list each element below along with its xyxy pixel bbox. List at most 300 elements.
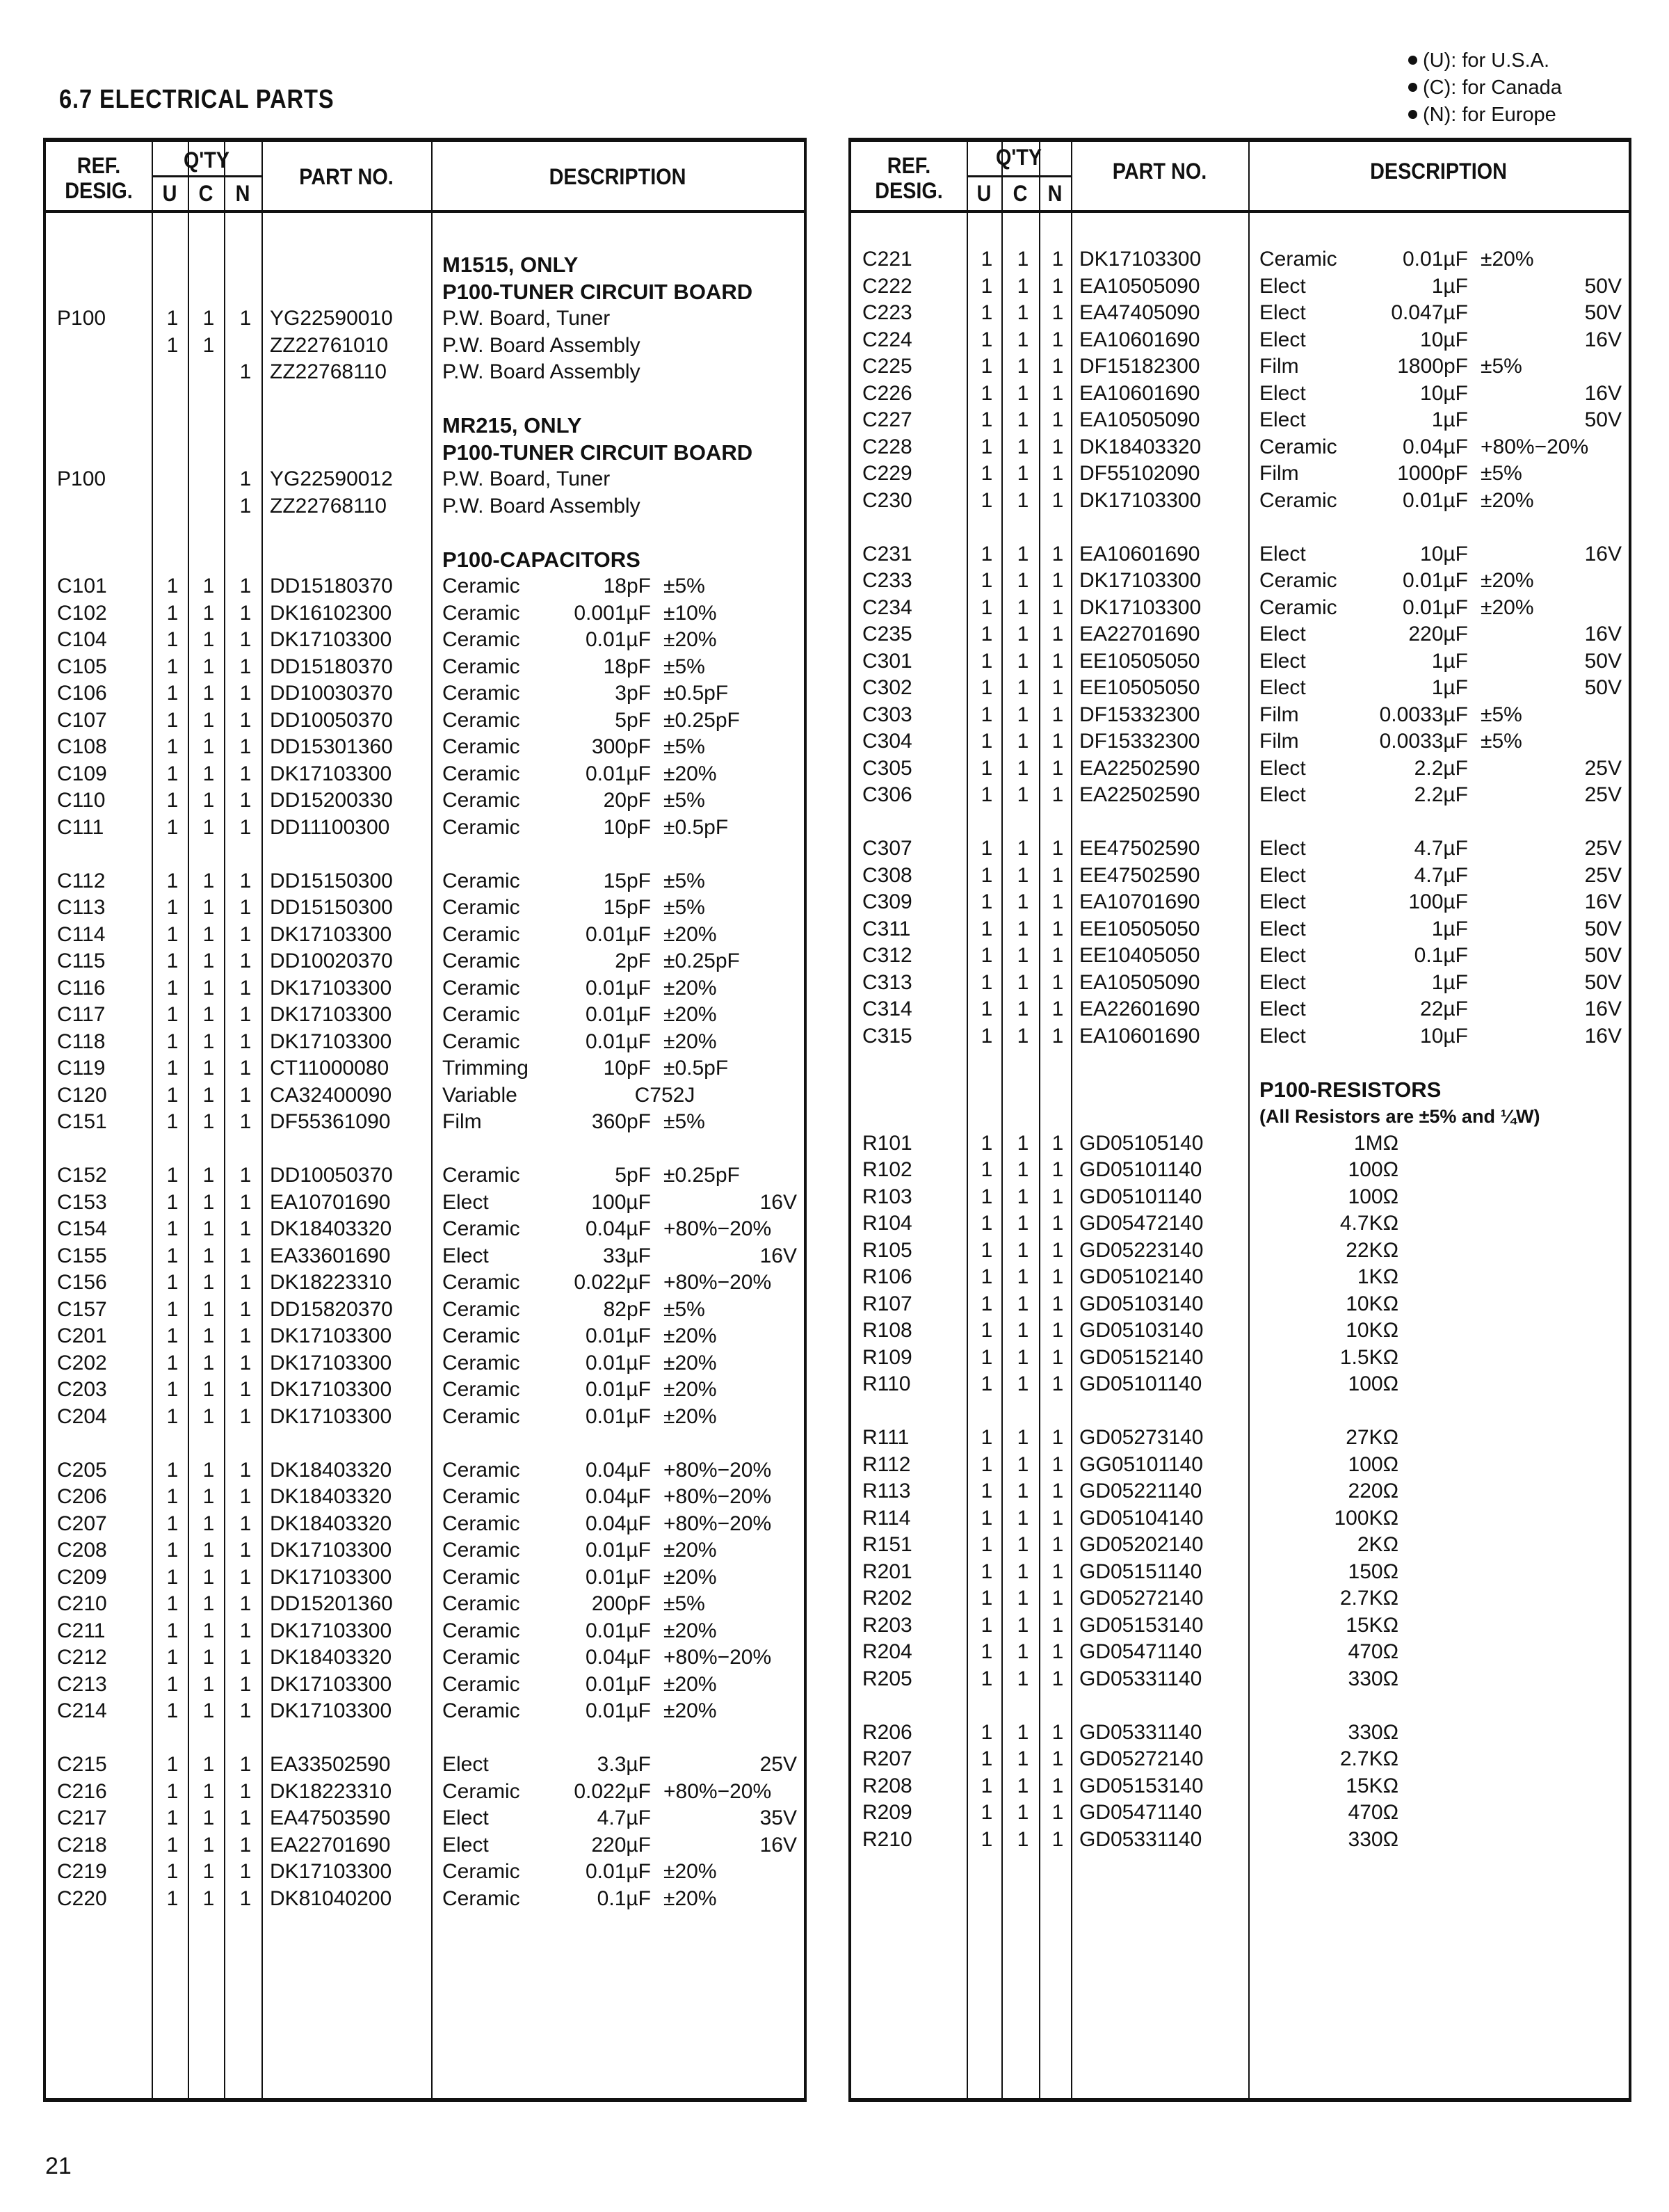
part-number: GD05331140 [1079, 1720, 1202, 1744]
qty-c: 1 [1017, 917, 1029, 940]
ref-desig: C117 [57, 1003, 106, 1026]
resistance-value: 1MΩ [1353, 1131, 1398, 1155]
description: P.W. Board Assembly [442, 333, 640, 357]
qty-n: 1 [1051, 649, 1064, 673]
component-tolerance: ±5% [1481, 462, 1522, 485]
part-number: DD15150300 [270, 869, 393, 892]
table-row [851, 1532, 1629, 1558]
table-row [851, 1317, 1629, 1344]
bullet-icon [1408, 83, 1417, 92]
qty-n: 1 [239, 1646, 252, 1669]
qty-n: 1 [1051, 1292, 1064, 1315]
component-voltage: 16V [759, 1244, 797, 1267]
section-heading-text: MR215, ONLY [442, 413, 582, 438]
header-part-no: PART NO. [299, 164, 394, 189]
ref-desig: C151 [57, 1110, 107, 1133]
component-type: Elect [1259, 1024, 1306, 1048]
qty-u: 1 [166, 1565, 179, 1589]
table-row [46, 1189, 804, 1216]
part-number: DK17103300 [1079, 569, 1202, 592]
qty-n: 1 [1051, 1533, 1064, 1556]
parts-table-right [848, 138, 1631, 2102]
ref-desig: R108 [862, 1319, 912, 1342]
page-title: 6.7 ELECTRICAL PARTS [59, 85, 334, 114]
table-row [851, 889, 1629, 915]
qty-c: 1 [1017, 837, 1029, 860]
qty-c: 1 [1017, 248, 1029, 271]
qty-u: 1 [981, 623, 993, 646]
ref-desig: C228 [862, 435, 912, 458]
table-row [851, 1639, 1629, 1665]
part-number: GD05103140 [1079, 1319, 1204, 1342]
part-number: DK17103300 [270, 1003, 392, 1026]
qty-c: 1 [202, 1190, 215, 1214]
component-value: 0.01µF [586, 1699, 651, 1722]
section-heading [46, 279, 804, 305]
ref-desig: C211 [57, 1619, 106, 1642]
resistance-value: 22KΩ [1346, 1238, 1398, 1262]
qty-u: 1 [981, 1587, 993, 1610]
qty-n: 1 [1051, 730, 1064, 753]
component-value: 0.01µF [1403, 248, 1468, 271]
component-type: Film [1259, 355, 1299, 378]
ref-desig: C114 [57, 922, 106, 946]
qty-n: 1 [1051, 1640, 1064, 1663]
part-number: GD05331140 [1079, 1667, 1202, 1690]
resistance-value: 15KΩ [1346, 1613, 1398, 1637]
part-number: DD15180370 [270, 655, 393, 678]
component-type: Ceramic [442, 708, 520, 732]
table-row [46, 1162, 804, 1189]
component-voltage: 25V [1584, 756, 1622, 780]
section-heading [46, 547, 804, 573]
component-value: 10µF [1420, 328, 1468, 351]
part-number: ZZ22768110 [270, 494, 387, 518]
ref-desig: R208 [862, 1774, 912, 1797]
part-number: DK17103300 [1079, 248, 1202, 271]
description: P.W. Board, Tuner [442, 307, 611, 330]
qty-n: 1 [1051, 1319, 1064, 1342]
part-number: DF15182300 [1079, 355, 1200, 378]
table-row [851, 863, 1629, 889]
qty-c: 1 [1017, 1372, 1029, 1395]
qty-c: 1 [202, 601, 215, 625]
header-ref-desig: REF. DESIG. [875, 153, 943, 203]
qty-n: 1 [1051, 756, 1064, 780]
ref-desig: R101 [862, 1131, 912, 1155]
qty-n: 1 [239, 1110, 252, 1133]
component-voltage: 16V [1584, 328, 1622, 351]
ref-desig: C156 [57, 1271, 107, 1294]
qty-n: 1 [239, 1833, 252, 1857]
part-number: DK17103300 [270, 1565, 392, 1589]
part-number: EE10505050 [1079, 917, 1200, 940]
qty-n: 1 [1051, 1212, 1064, 1235]
table-row [851, 728, 1629, 755]
qty-u: 1 [166, 1190, 179, 1214]
qty-u: 1 [166, 1619, 179, 1642]
component-value: 10µF [1420, 1024, 1468, 1048]
component-value: 18pF [603, 655, 651, 678]
component-type: Ceramic [442, 976, 520, 1000]
qty-u: 1 [981, 890, 993, 913]
qty-n: 1 [1051, 890, 1064, 913]
table-row [851, 568, 1629, 594]
qty-header-divider [967, 175, 1071, 177]
component-type: Elect [1259, 408, 1306, 431]
part-number: GD05102140 [1079, 1265, 1204, 1288]
header-description: DESCRIPTION [549, 164, 686, 189]
component-tolerance: ±5% [663, 789, 705, 812]
component-type: Variable [442, 1083, 517, 1107]
resistance-value: 100Ω [1348, 1372, 1398, 1395]
qty-c: 1 [1017, 435, 1029, 458]
qty-c: 1 [1017, 1774, 1029, 1797]
ref-desig: C225 [862, 355, 912, 378]
qty-u: 1 [981, 1345, 993, 1369]
table-row [851, 1371, 1629, 1397]
component-type: Elect [1259, 944, 1306, 967]
component-value: 3pF [615, 682, 651, 705]
qty-n: 1 [1051, 623, 1064, 646]
qty-u: 1 [166, 1003, 179, 1026]
component-type: Elect [1259, 917, 1306, 940]
part-number: DK17103300 [1079, 595, 1202, 619]
ref-desig: C222 [862, 274, 912, 298]
table-row [46, 1029, 804, 1055]
ref-desig: R113 [862, 1480, 911, 1502]
component-type: Elect [1259, 783, 1306, 806]
part-number: DK17103300 [270, 1860, 392, 1883]
qty-c: 1 [1017, 676, 1029, 699]
component-type: Ceramic [442, 1672, 520, 1696]
part-number: DF15332300 [1079, 703, 1200, 726]
qty-n: 1 [1051, 301, 1064, 324]
part-number: EA10601690 [1079, 542, 1200, 566]
component-type: Ceramic [442, 815, 520, 839]
qty-c: 1 [202, 575, 215, 598]
component-value: 0.01µF [586, 1565, 651, 1589]
component-type: Ceramic [442, 1003, 520, 1026]
component-value: 22µF [1420, 997, 1468, 1020]
ref-desig: R106 [862, 1265, 912, 1288]
qty-c: 1 [1017, 1480, 1029, 1502]
qty-n: 1 [1051, 1747, 1064, 1770]
component-type: Elect [442, 1833, 489, 1857]
qty-u: 1 [166, 949, 179, 972]
qty-c: 1 [1017, 1827, 1029, 1851]
qty-c: 1 [202, 1297, 215, 1321]
component-tolerance: ±20% [1481, 488, 1534, 512]
component-type: Elect [1259, 756, 1306, 780]
component-value: 0.0033µF [1379, 730, 1468, 753]
header-n: N [1047, 181, 1063, 206]
qty-c: 1 [202, 1458, 215, 1482]
table-row [851, 1345, 1629, 1371]
qty-u: 1 [166, 815, 179, 839]
part-number: DK17103300 [270, 1699, 392, 1722]
resistance-value: 10KΩ [1346, 1319, 1398, 1342]
component-value: 0.01µF [586, 976, 651, 1000]
component-value: 0.04µF [586, 1217, 651, 1240]
component-voltage: 50V [1584, 301, 1622, 324]
table-row [851, 1827, 1629, 1853]
component-value: 0.01µF [586, 1672, 651, 1696]
qty-c: 1 [202, 815, 215, 839]
part-number: EA47503590 [270, 1806, 391, 1829]
qty-n: 1 [1051, 408, 1064, 431]
ref-desig: C105 [57, 655, 107, 678]
ref-desig: C302 [862, 676, 912, 699]
component-tolerance: ±0.5pF [663, 815, 729, 839]
part-number: GD05101140 [1079, 1185, 1202, 1208]
part-number: DD15201360 [270, 1592, 393, 1615]
component-tolerance: +80%−20% [1481, 435, 1589, 458]
qty-u: 1 [166, 1083, 179, 1107]
component-type: Ceramic [442, 762, 520, 785]
component-type: Ceramic [442, 1860, 520, 1883]
qty-c: 1 [202, 1592, 215, 1615]
component-value: 15pF [603, 896, 651, 919]
qty-c: 1 [202, 1485, 215, 1508]
qty-n: 1 [1051, 1265, 1064, 1288]
ref-desig: P100 [57, 307, 106, 330]
component-type: Ceramic [442, 1324, 520, 1347]
table-row [46, 1805, 804, 1832]
qty-n: 1 [239, 1565, 252, 1589]
resistance-value: 330Ω [1348, 1667, 1398, 1690]
ref-desig: R102 [862, 1158, 912, 1181]
table-row [851, 1425, 1629, 1451]
part-number: EA22701690 [270, 1833, 391, 1857]
qty-n: 1 [1051, 248, 1064, 271]
part-number: EA10601690 [1079, 381, 1200, 405]
component-voltage: 25V [1584, 863, 1622, 887]
table-row [46, 1779, 804, 1805]
ref-desig: C229 [862, 462, 912, 485]
qty-c: 1 [202, 1404, 215, 1428]
qty-c: 1 [1017, 1292, 1029, 1315]
component-type: Ceramic [442, 1646, 520, 1669]
table-row [46, 1644, 804, 1671]
component-voltage: 16V [1584, 997, 1622, 1020]
component-type: Ceramic [1259, 435, 1337, 458]
ref-desig: C307 [862, 837, 912, 860]
qty-c: 1 [1017, 1265, 1029, 1288]
qty-c: 1 [1017, 1613, 1029, 1637]
component-tolerance: ±20% [663, 922, 717, 946]
table-row [851, 407, 1629, 433]
qty-u: 1 [166, 922, 179, 946]
qty-n: 1 [1051, 863, 1064, 887]
part-number: GG05101140 [1079, 1452, 1203, 1476]
qty-n: 1 [239, 1057, 252, 1080]
resistance-value: 2.7KΩ [1339, 1587, 1398, 1610]
ref-desig: C223 [862, 301, 912, 324]
qty-n: 1 [239, 1458, 252, 1482]
qty-n: 1 [1051, 1774, 1064, 1797]
qty-c: 1 [202, 762, 215, 785]
component-value: 0.01µF [586, 1539, 651, 1562]
qty-u: 1 [166, 762, 179, 785]
qty-c: 1 [1017, 756, 1029, 780]
part-number: EA10601690 [1079, 1024, 1200, 1048]
qty-c: 1 [1017, 542, 1029, 566]
component-type: Elect [1259, 623, 1306, 646]
component-tolerance: ±5% [663, 655, 705, 678]
qty-u: 1 [166, 708, 179, 732]
qty-c: 1 [1017, 1587, 1029, 1610]
ref-desig: C315 [862, 1024, 912, 1048]
qty-n: 1 [1051, 944, 1064, 967]
component-type: Elect [442, 1753, 489, 1776]
qty-c: 1 [1017, 1720, 1029, 1744]
qty-c: 1 [1017, 1131, 1029, 1155]
qty-n: 1 [1051, 970, 1064, 994]
ref-desig: C204 [57, 1404, 107, 1428]
table-row [46, 1618, 804, 1644]
qty-n: 1 [239, 976, 252, 1000]
qty-c: 1 [202, 682, 215, 705]
legend-item-canada: (C): for Canada [1408, 74, 1562, 102]
component-value: 82pF [603, 1297, 651, 1321]
table-row [851, 1666, 1629, 1692]
qty-u: 1 [166, 1806, 179, 1829]
ref-desig: C235 [862, 623, 912, 646]
qty-u: 1 [166, 896, 179, 919]
part-number: GD05272140 [1079, 1747, 1204, 1770]
ref-desig: C306 [862, 783, 912, 806]
table-row [851, 755, 1629, 782]
component-value: 0.04µF [586, 1512, 651, 1535]
description: P.W. Board Assembly [442, 360, 640, 383]
component-value: 0.01µF [1403, 488, 1468, 512]
qty-u: 1 [166, 1271, 179, 1294]
table-row [851, 1291, 1629, 1317]
qty-n: 1 [239, 1029, 252, 1053]
ref-desig: C217 [57, 1806, 107, 1829]
qty-u: 1 [166, 1217, 179, 1240]
qty-n: 1 [239, 494, 252, 518]
qty-u: 1 [166, 1753, 179, 1776]
component-voltage: 50V [1584, 944, 1622, 967]
section-heading [851, 1077, 1629, 1103]
component-voltage: 16V [759, 1190, 797, 1214]
table-row [46, 761, 804, 787]
table-row [46, 948, 804, 975]
component-type: Elect [1259, 837, 1306, 860]
table-row [46, 493, 804, 520]
component-tolerance: +80%−20% [663, 1646, 772, 1669]
component-tolerance: +80%−20% [663, 1779, 772, 1803]
component-value: 0.01µF [586, 1029, 651, 1053]
part-number: EA22701690 [1079, 623, 1200, 646]
ref-desig: C215 [57, 1753, 107, 1776]
component-value: 200pF [591, 1592, 651, 1615]
component-type: Ceramic [442, 1029, 520, 1053]
qty-n: 1 [239, 789, 252, 812]
qty-u: 1 [166, 735, 179, 758]
component-value: 0.01µF [586, 1003, 651, 1026]
part-number: DK17103300 [270, 1619, 392, 1642]
resistance-value: 2KΩ [1357, 1533, 1398, 1556]
component-voltage: 16V [1584, 542, 1622, 566]
section-heading-text: P100-CAPACITORS [442, 547, 640, 572]
qty-u: 1 [981, 756, 993, 780]
qty-c: 1 [1017, 783, 1029, 806]
component-type: Elect [1259, 542, 1306, 566]
component-tolerance: ±20% [663, 1324, 717, 1347]
component-value: 1000pF [1397, 462, 1468, 485]
part-number: DD10050370 [270, 1164, 393, 1187]
qty-u: 1 [981, 1265, 993, 1288]
qty-u: 1 [166, 1833, 179, 1857]
ref-desig: R201 [862, 1560, 912, 1583]
qty-u: 1 [981, 488, 993, 512]
qty-u: 1 [981, 542, 993, 566]
component-value: 1µF [1431, 274, 1468, 298]
qty-n: 1 [239, 655, 252, 678]
ref-desig: R110 [862, 1372, 911, 1395]
table-row [851, 1452, 1629, 1478]
table-row [46, 1886, 804, 1912]
ref-desig: R203 [862, 1613, 912, 1637]
table-row [851, 1559, 1629, 1585]
component-tolerance: ±20% [663, 628, 717, 651]
table-row [46, 787, 804, 814]
qty-u: 1 [981, 408, 993, 431]
component-tolerance: ±20% [663, 1003, 717, 1026]
qty-n: 1 [1051, 435, 1064, 458]
table-row [46, 466, 804, 492]
component-tolerance: ±10% [663, 601, 717, 625]
part-number: DK18403320 [270, 1646, 392, 1669]
resistance-value: 10KΩ [1346, 1292, 1398, 1315]
qty-u: 1 [981, 328, 993, 351]
qty-c: 1 [1017, 1024, 1029, 1048]
table-row [46, 1404, 804, 1430]
component-value: 0.022µF [574, 1779, 651, 1803]
component-value: 360pF [591, 1110, 651, 1133]
component-type: Ceramic [442, 1297, 520, 1321]
component-tolerance: +80%−20% [663, 1485, 772, 1508]
component-value: 0.022µF [574, 1271, 651, 1294]
component-tolerance: ±5% [663, 1110, 705, 1133]
qty-n: 1 [1051, 595, 1064, 619]
qty-n: 1 [239, 1003, 252, 1026]
qty-n: 1 [239, 1271, 252, 1294]
qty-c: 1 [1017, 1238, 1029, 1262]
qty-c: 1 [202, 1029, 215, 1053]
part-number: DK17103300 [270, 1539, 392, 1562]
table-row [46, 332, 804, 359]
table-row [46, 895, 804, 921]
table-row [46, 922, 804, 948]
ref-desig: C233 [862, 569, 912, 592]
component-tolerance: ±20% [663, 1378, 717, 1401]
part-number: DD15150300 [270, 896, 393, 919]
qty-n: 1 [239, 949, 252, 972]
table-row [851, 648, 1629, 675]
ref-desig: C115 [57, 949, 106, 972]
qty-u: 1 [981, 1372, 993, 1395]
component-type: Elect [1259, 676, 1306, 699]
qty-n: 1 [239, 735, 252, 758]
table-row [46, 734, 804, 760]
qty-n: 1 [239, 1512, 252, 1535]
part-number: DD10020370 [270, 949, 393, 972]
qty-c: 1 [202, 896, 215, 919]
